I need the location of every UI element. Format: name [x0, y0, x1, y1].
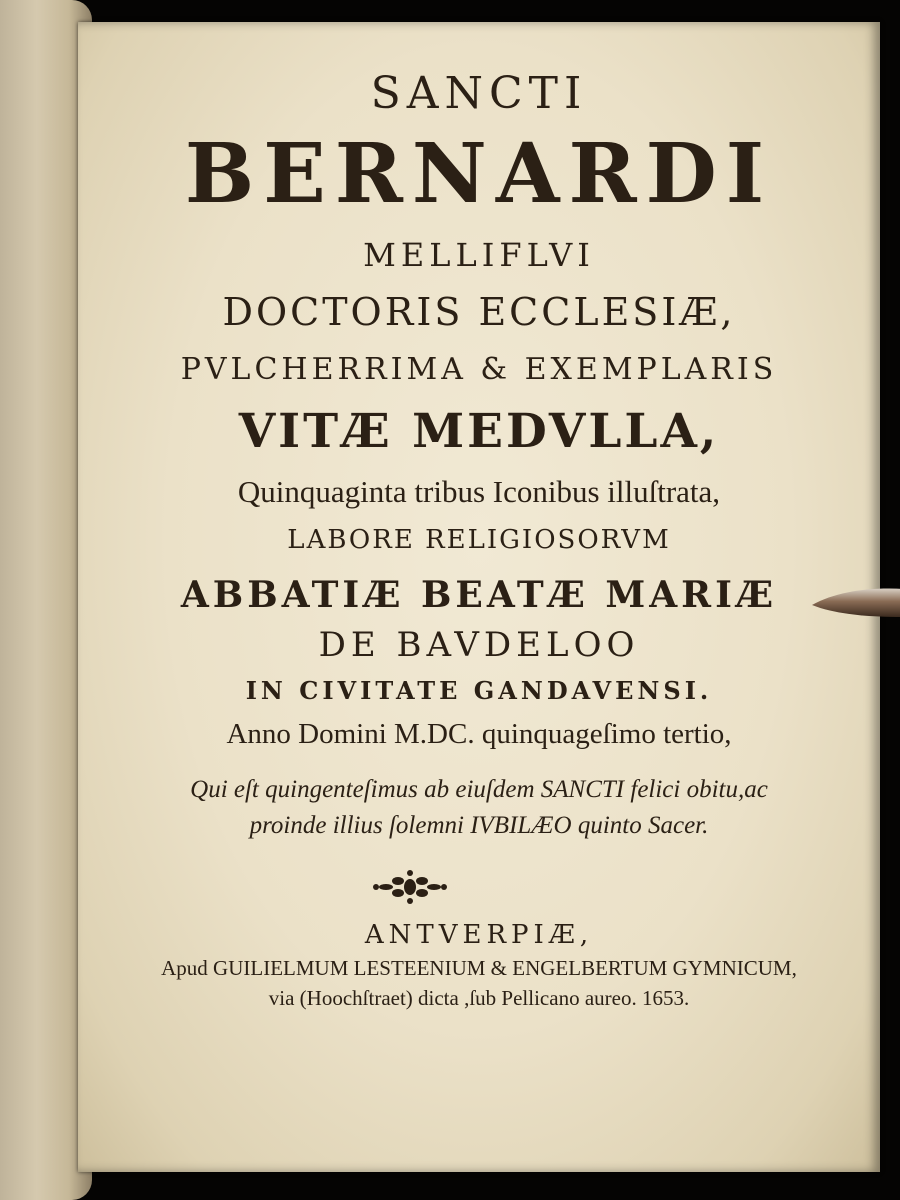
- title-line-labore: LABORE RELIGIOSORVM: [287, 525, 671, 555]
- page-marker-pointer-icon: [812, 585, 900, 621]
- title-line-civitate: IN CIVITATE GANDAVENSI.: [245, 676, 713, 705]
- imprint-publishers: Apud GUILIELMUM LESTEENIUM & ENGELBERTUM GYMNICUM,: [161, 956, 797, 980]
- dedication-line-2: proinde illius ſolemni IVBILÆO quinto Sacer.: [249, 812, 709, 839]
- title-line-anno-domini: Anno Domini M.DC. quinquageſimo tertio,: [226, 718, 732, 750]
- imprint-address-date: via (Hoochſtraet) dicta ,ſub Pellicano aureo. 1653.: [268, 986, 690, 1010]
- title-line-bernardi: BERNARDI: [184, 126, 774, 222]
- title-line-melliflui: MELLIFLVI: [363, 236, 595, 274]
- title-line-quinquaginta: Quinquaginta tribus Iconibus illuſtrata,: [237, 474, 721, 509]
- title-line-baudeloo: DE BAVDELOO: [318, 625, 640, 665]
- title-line-pulcherrima: PVLCHERRIMA & EXEMPLARIS: [180, 352, 778, 387]
- title-line-sancti: SANCTI: [370, 68, 588, 119]
- title-line-vitae-medulla: VITÆ MEDVLLA,: [238, 404, 720, 459]
- title-line-doctoris: DOCTORIS ECCLESIÆ,: [222, 290, 736, 334]
- imprint-city: ANTVERPIÆ,: [364, 920, 594, 950]
- title-line-abbatiae: ABBATIÆ BEATÆ MARIÆ: [180, 574, 778, 616]
- fleuron-ornament-icon: [370, 868, 450, 906]
- dedication-line-1: Qui eſt quingenteſimus ab eiuſdem SANCTI felici obitu,ac: [190, 776, 768, 803]
